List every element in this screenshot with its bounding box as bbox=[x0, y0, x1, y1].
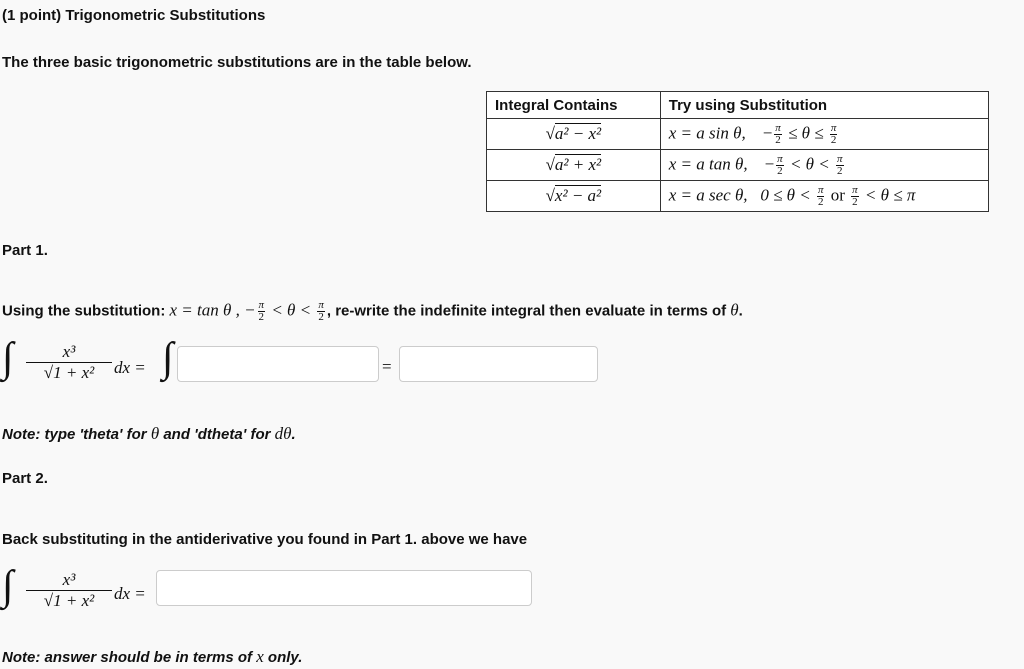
math-text: dx = bbox=[114, 358, 146, 377]
math-text: . bbox=[291, 426, 296, 443]
header-substitution: Try using Substitution bbox=[660, 92, 988, 119]
math-text: θ bbox=[150, 424, 160, 443]
math-text: Using the substitution: bbox=[2, 302, 170, 320]
part2-prompt: Back substituting in the antiderivative you found in Part 1. above we have bbox=[2, 531, 528, 548]
math-text: θ bbox=[730, 300, 739, 320]
math-text: π bbox=[836, 152, 843, 165]
intro-text: The three basic trigonometric substitutions are in the table below. bbox=[2, 54, 472, 71]
problem-title: (1 point) Trigonometric Substitutions bbox=[2, 7, 266, 24]
math-text: only. bbox=[263, 649, 303, 666]
math-text: , re-write the indefinite integral then evaluate in terms of bbox=[326, 302, 731, 320]
denominator: 1 + x² bbox=[53, 591, 95, 610]
math-text: π bbox=[817, 183, 824, 196]
math-text: dx = bbox=[114, 584, 146, 603]
math-text: x bbox=[256, 647, 264, 666]
math-text: Note: answer should be in terms of bbox=[2, 649, 257, 666]
part2-note bbox=[2, 647, 302, 667]
math-text: dθ bbox=[274, 424, 292, 443]
math-text: π bbox=[830, 121, 837, 134]
math-text: 2 bbox=[836, 164, 843, 177]
math-text: π bbox=[318, 299, 324, 311]
math-text: and 'dtheta' for bbox=[159, 426, 275, 443]
math-text: < θ < bbox=[785, 153, 834, 173]
expression: a² − x² bbox=[554, 124, 602, 143]
math-text: π bbox=[777, 152, 783, 165]
part2-label: Part 2. bbox=[2, 470, 48, 487]
math-text: 2 bbox=[852, 195, 858, 208]
range: 0 ≤ θ < bbox=[760, 184, 815, 204]
math-text: π bbox=[775, 121, 781, 134]
denominator: 1 + x² bbox=[53, 363, 95, 382]
numerator: x³ bbox=[62, 570, 76, 589]
math-text: 2 bbox=[258, 311, 265, 323]
math-text: . bbox=[738, 302, 743, 320]
expression: a² + x² bbox=[554, 155, 602, 174]
antiderivative-input[interactable] bbox=[399, 346, 598, 382]
math-text: ≤ θ ≤ bbox=[783, 122, 828, 142]
part1-note bbox=[2, 424, 296, 444]
substitution-table bbox=[486, 91, 989, 212]
math-text: Note: type 'theta' for bbox=[2, 426, 151, 443]
integrand-input[interactable] bbox=[177, 346, 379, 382]
math-text: 2 bbox=[830, 133, 837, 146]
numerator: x³ bbox=[62, 342, 76, 361]
table-row: √x² − a² x = a sec θ, 0 ≤ θ < $\frac{\pi}{2}$ or $\frac{\pi}{2}$ < θ ≤ π bbox=[487, 181, 989, 212]
table-row: √a² − x² x = a sin θ, − $\frac{\pi}{2}$ ≤ θ ≤ $\frac{\pi}{2}$ bbox=[487, 119, 989, 150]
table-row: √a² + x² x = a tan θ, − $\frac{\pi}{2}$ < θ < $\frac{\pi}{2}$ bbox=[487, 150, 989, 181]
expression: x² − a² bbox=[554, 186, 602, 205]
substitution: x = a sec θ, bbox=[668, 184, 748, 204]
math-text: x = tan θ , − bbox=[169, 300, 256, 320]
part1-label: Part 1. bbox=[2, 242, 48, 259]
math-text: 2 bbox=[775, 133, 781, 146]
math-text: π bbox=[258, 299, 265, 311]
range: − bbox=[762, 122, 773, 142]
math-text: or bbox=[826, 184, 850, 204]
equals-sign: = bbox=[382, 357, 392, 376]
math-text: π bbox=[852, 183, 858, 196]
answer-x-input[interactable] bbox=[156, 570, 532, 606]
range: − bbox=[764, 153, 775, 173]
math-text: < θ < bbox=[267, 300, 316, 320]
part1-prompt bbox=[2, 300, 743, 323]
header-integral-contains: Integral Contains bbox=[487, 92, 661, 119]
math-text: < θ ≤ π bbox=[860, 184, 916, 204]
math-text: 2 bbox=[817, 195, 824, 208]
substitution: x = a sin θ, bbox=[668, 122, 746, 142]
math-text: 2 bbox=[777, 164, 783, 177]
math-text: 2 bbox=[318, 311, 324, 323]
substitution: x = a tan θ, bbox=[668, 153, 748, 173]
